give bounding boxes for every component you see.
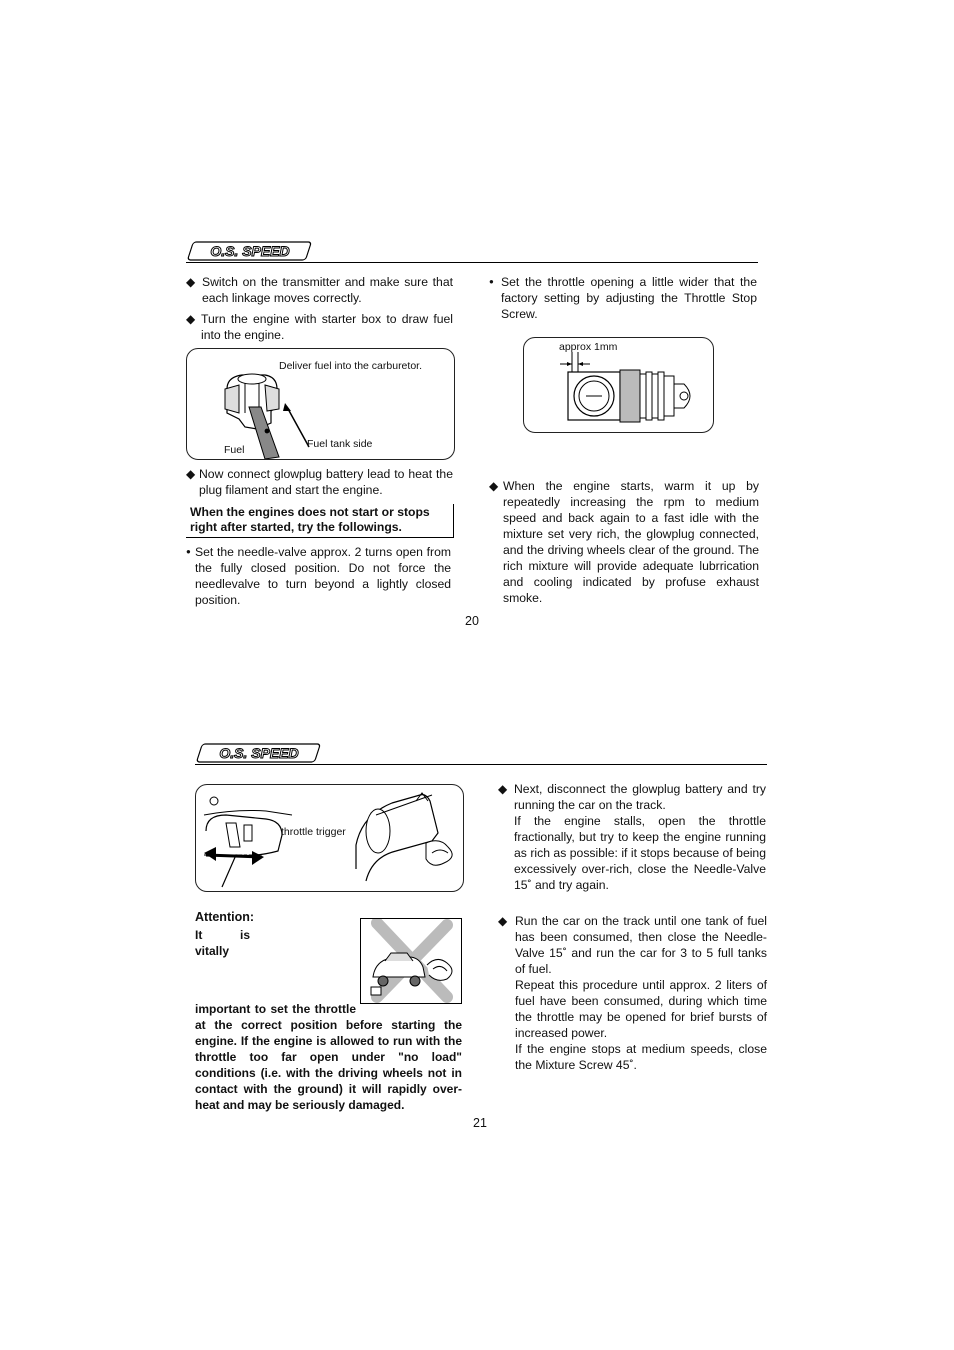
logo-text: O.S. SPEED [219, 745, 299, 761]
step-starter-box [186, 311, 453, 343]
step-text: If the engine stops at medium speeds, close the Mixture Screw 45˚. [515, 1042, 767, 1072]
label-approx-1mm: approx 1mm [559, 341, 618, 353]
diamond-icon: ◆ [186, 312, 196, 326]
caption-deliver-fuel: Deliver fuel into the carburetor. [279, 360, 422, 372]
os-speed-logo [186, 240, 314, 262]
step-text: Next, disconnect the glowplug battery and try running the car on the track. [514, 782, 766, 812]
attention-text: It is vitally important to set the throttle at the correct position before starting the engine. If the engine is allowed to run with the throttle too far open under "no load" conditions (i.e. with the driving wheels not in contact with the ground) it will rapidly over-heat and may be seriously damaged. [195, 928, 462, 1112]
label-throttle-trigger: throttle trigger [281, 826, 346, 838]
step-text: Turn the engine with starter box to draw fuel into the engine. [201, 312, 453, 342]
step-text: If the engine stalls, open the throttle fractionally, but try to keep the engine running as rich as possible: if it stops because of being excessively over-rich, close the Needle-Valve 15˚ and try again. [514, 814, 766, 892]
header-rule [186, 262, 758, 263]
step-text: When the engine starts, warm it up by repeatedly increasing the rpm to medium speed and back again to a fast idle with the mixture set very rich, the glowplug connected, and the driving wheels clear of the ground. The rich mixture will provide adequate lubrrication and cooling indicated by profuse exhaust smoke. [503, 479, 759, 605]
step-text: Now connect glowplug battery lead to heat the plug filament and start the engine. [199, 467, 453, 497]
label-fuel-tank-side: Fuel tank side [307, 438, 373, 450]
step-run-car [498, 913, 767, 1073]
diamond-icon: ◆ [489, 479, 499, 493]
step-throttle-opening [489, 274, 757, 322]
troubleshoot-heading: When the engines does not start or stops right after started, try the followings. [186, 504, 454, 538]
throttle-gap-figure [523, 337, 714, 433]
attention-title: Attention: [195, 910, 255, 924]
step-text: Set the needle-valve approx. 2 turns open from the fully closed position. Do not force the needlevalve to turn beyond a lightly closed position. [195, 545, 451, 607]
step-text: Run the car on the track until one tank of fuel has been consumed, then close the Needle-Valve 15˚ and run the car for 3 to 5 full tanks of fuel. [515, 914, 767, 976]
step-text: Set the throttle opening a little wider that the factory setting by adjusting the Throttle Stop Screw. [501, 275, 757, 321]
logo-text: O.S. SPEED [210, 243, 290, 259]
diamond-icon: ◆ [186, 275, 196, 289]
step-warm-up [489, 478, 759, 606]
bullet-icon: ● [186, 547, 191, 556]
diamond-icon: ◆ [498, 782, 508, 796]
step-text: Repeat this procedure until approx. 2 liters of fuel have been consumed, during which time the throttle may be opened for brief bursts of increased power. [515, 978, 767, 1040]
step-needle-valve [186, 544, 451, 608]
step-connect-glowplug [186, 466, 453, 498]
bullet-icon: ● [489, 277, 494, 286]
diamond-icon: ◆ [498, 914, 508, 928]
throttle-trigger-figure [195, 784, 464, 892]
carburetor-barrel-illustration [524, 338, 713, 432]
header-rule [195, 764, 767, 765]
page-number-21: 21 [473, 1116, 487, 1130]
step-disconnect-battery [498, 781, 766, 893]
os-speed-logo [195, 742, 323, 764]
label-fuel: Fuel [224, 444, 245, 456]
step-switch-on [186, 274, 453, 306]
diamond-icon: ◆ [186, 467, 196, 481]
page-number-20: 20 [465, 614, 479, 628]
transmitter-illustration [196, 785, 463, 891]
fuel-figure [186, 348, 455, 460]
step-text: Switch on the transmitter and make sure that each linkage moves correctly. [202, 275, 453, 305]
